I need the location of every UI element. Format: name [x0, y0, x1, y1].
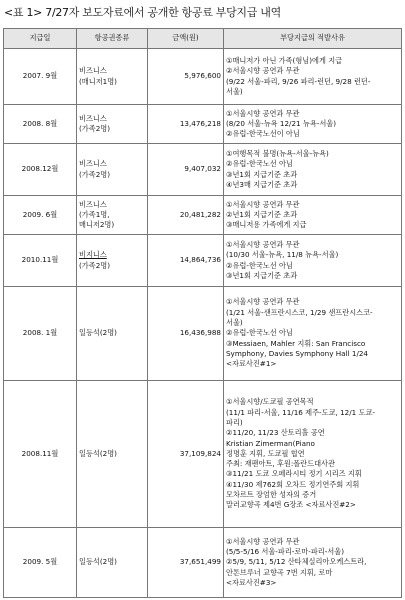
reason-line: ④11/30 제762회 오차드 정기연주회 지휘 [226, 479, 360, 489]
reason-line: <자료사진#3> [226, 577, 277, 587]
table-row [4, 528, 402, 598]
reason-line: 모차르트 장엄한 성자의 증거 [226, 490, 317, 500]
cell-amount: 14,864,736 [148, 235, 224, 287]
reason-line: ①서울시향 공연과 무관 [226, 297, 300, 307]
cell-amount: 9,407,032 [148, 144, 224, 196]
reason-line: ①서울시향 공연과 무관 [226, 536, 300, 546]
ticket-class-line: (가족2명) [79, 260, 111, 270]
cell-amount: 13,476,218 [148, 105, 224, 144]
cell-reason [224, 528, 402, 598]
table-row [4, 196, 402, 235]
cell-ticket-class [77, 287, 148, 381]
reason-line: ①서울시향 공연과 무관 [226, 108, 300, 118]
ticket-class-line: 매니저2명) [79, 220, 115, 230]
reason-line: ②유럽-한국노선이 아님 [226, 129, 300, 139]
reason-line: ③11/21 도쿄 오페라시티 정기 시리즈 지휘 [226, 469, 362, 479]
cell-ticket-class [77, 49, 148, 105]
reason-line: (9/22 서울-파리, 9/26 파리-런던, 9/28 런던- [226, 76, 371, 86]
page-title: <표 1> 7/27자 보도자료에서 공개한 항공료 부당지급 내역 [4, 6, 281, 19]
reason-line: <자료사진#1> [226, 359, 277, 369]
cell-ticket-class [77, 528, 148, 598]
reason-line: ①서울시향 공연과 무관 [226, 239, 300, 249]
cell-ticket-class [77, 196, 148, 235]
ticket-class-line: 일등석(2명) [79, 557, 117, 567]
cell-ticket-class [77, 381, 148, 528]
reason-line: 서울) [226, 86, 243, 96]
cell-amount: 37,109,824 [148, 381, 224, 528]
cell-amount: 37,651,499 [148, 528, 224, 598]
reason-line: Kristian Zimerman(Piano [226, 438, 315, 448]
reason-line: ③Messiaen, Mahler 지휘: San Francisco [226, 338, 366, 348]
reason-line: ②서울시향 공연과 무관 [226, 66, 300, 76]
ticket-class-line: 일등석(2명) [79, 448, 117, 458]
reason-line: ④년3매 지급기준 초과 [226, 179, 298, 189]
table-row [4, 144, 402, 196]
cell-date: 2008.11월 [4, 381, 77, 528]
reason-line: Symphony, Davies Symphony Hall 1/24 [226, 348, 369, 358]
ticket-class-line: (매니저1명) [79, 76, 117, 86]
reason-line: ①서울시향 공연과 무관 [226, 199, 300, 209]
reason-line: ③년1회 지급기준 초과 [226, 270, 298, 280]
reason-line: ①여행목적 불명(뉴욕-서울-뉴욕) [226, 148, 329, 158]
reason-line: 주최: 재팬아트, 후원:폴란드대사관 [226, 459, 335, 469]
ticket-class-line: 비지니스 [79, 250, 107, 260]
cell-amount: 5,976,600 [148, 49, 224, 105]
cell-reason [224, 381, 402, 528]
cell-reason [224, 105, 402, 144]
reason-line: ②5/9, 5/11, 5/12 산타체실리아오케스트라, [226, 557, 367, 567]
header-reason: 부당지급의 적발사유 [224, 29, 402, 49]
cell-amount: 16,436,988 [148, 287, 224, 381]
header-date: 지급일 [4, 29, 77, 49]
ticket-class-line: 비즈니스 [79, 199, 107, 209]
reason-line: 말러교향곡 제4번 G장조 <자료사진#2> [226, 500, 356, 510]
table-row [4, 49, 402, 105]
reason-line: ②11/20, 11/23 산토리홀 공연 [226, 428, 325, 438]
ticket-class-line: (가족1명, [79, 209, 110, 219]
header-ticket-class: 항공권종류 [77, 29, 148, 49]
reason-line: ②유럽-한국노선 아님 [226, 260, 293, 270]
reason-line: ①매니저가 아닌 가족(형님)에게 지급 [226, 55, 343, 65]
reason-line: (10/30 서울-뉴욕, 11/8 뉴욕-서울) [226, 250, 339, 260]
reason-line: ③년1회 지급기준 초과 [226, 169, 298, 179]
ticket-class-line: 비즈니스 [79, 159, 107, 169]
cell-ticket-class [77, 144, 148, 196]
cell-date: 2009. 5월 [4, 528, 77, 598]
table-row [4, 287, 402, 381]
reason-line: ①서울시향/도쿄필 공연목적 [226, 397, 314, 407]
cell-reason [224, 287, 402, 381]
reason-line: ③매니저용 가족에게 지급 [226, 220, 307, 230]
reason-line: 정명훈 지휘, 도쿄필 협연 [226, 448, 305, 458]
header-amount: 금액(원) [148, 29, 224, 49]
table-row [4, 381, 402, 528]
ticket-class-line: (가족2명) [79, 124, 111, 133]
cell-date: 2008. 1월 [4, 287, 77, 381]
cell-date: 2007. 9월 [4, 49, 77, 105]
reason-line: ②년1회 지급기준 초과 [226, 209, 298, 219]
table-header-row [4, 29, 402, 49]
cell-date: 2010.11월 [4, 235, 77, 287]
cell-ticket-class [77, 105, 148, 144]
ticket-class-line: 비즈니스 [79, 113, 107, 123]
reason-line: ②유럽-한국노선 아님 [226, 328, 293, 338]
ticket-class-line: 비즈니스 [79, 66, 107, 76]
cell-date: 2008.12월 [4, 144, 77, 196]
cell-reason [224, 196, 402, 235]
reason-line: (11/1 파리-서울, 11/16 제주-도쿄, 12/1 도쿄- [226, 407, 376, 417]
ticket-class-line: 일등석(2명) [79, 328, 117, 338]
reason-line: (5/5-5/16 서울-파리-로마-파리-서울) [226, 547, 345, 557]
reason-line: 서울) [226, 318, 243, 328]
cell-reason [224, 144, 402, 196]
cell-amount: 20,481,282 [148, 196, 224, 235]
reason-line: (1/21 서울-샌프란시스코, 1/29 샌프란시스코- [226, 307, 373, 317]
ticket-class-line: (가족2명) [79, 169, 111, 179]
table-row [4, 235, 402, 287]
payment-table [3, 28, 402, 598]
cell-date: 2009. 6월 [4, 196, 77, 235]
cell-reason [224, 235, 402, 287]
cell-ticket-class [77, 235, 148, 287]
reason-line: 파리) [226, 417, 243, 427]
table-row [4, 105, 402, 144]
reason-line: ②유럽-한국노선 아님 [226, 159, 293, 169]
reason-line: 안톤브루너 교향곡 7번 지휘, 로마 [226, 567, 333, 577]
cell-date: 2008. 8월 [4, 105, 77, 144]
reason-line: (8/20 서울-뉴욕 12/21 뉴욕-서울) [226, 118, 337, 128]
cell-reason [224, 49, 402, 105]
